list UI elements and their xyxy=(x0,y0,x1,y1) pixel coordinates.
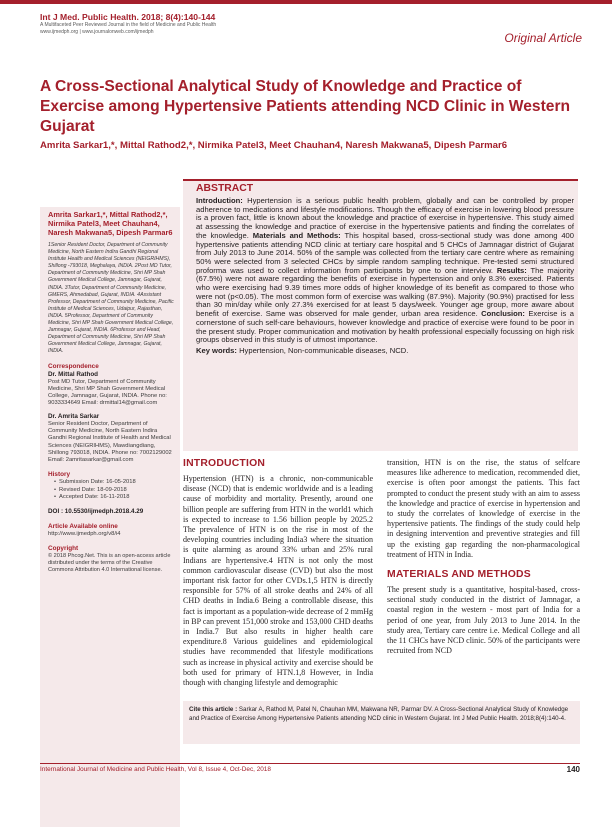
left-column xyxy=(183,458,373,688)
copyright-text: © 2018 Phcog.Net. This is an open-access article distributed under the terms of the Creative Commons Attribution 4.0 International license. xyxy=(48,553,171,574)
keywords-label: Key words: xyxy=(196,345,237,355)
top-accent-bar xyxy=(0,0,612,4)
intro-label: Introduction: xyxy=(196,196,243,205)
results-label: Results: xyxy=(496,265,527,275)
article-type-label: Original Article xyxy=(504,31,582,45)
history-item: • Revised Date: 18-09-2018 xyxy=(54,487,176,495)
footer-journal: International Journal of Medicine and Public Health, Vol 8, Issue 4, Oct-Dec, 2018 xyxy=(40,766,271,773)
sidebar-affiliations: 1Senior Resident Doctor, Department of Community Medicine, North Eastern Indira Gandhi Regional Institute Health and Medical Sciences (NEIGRIHMS), Shillong -793018, Meghalaya, INDIA. 2Post MD Tutor, Department of Community Medicine, Shri MP Shah Government Medical College, Jamnagar, Gujarat, INDIA. 3Tutor, Department of Community Medicine, GMERS, Ahmedabad, Gujarat, INDIA. 4Assistant Professor, Department of Community Medicine, Pacific Institute of Medical Sciences, Udaipur, Rajasthan, INDIA. 5Professor, Department of Community Medicine, Shri MP Shah Government Medical College, Jamnagar, Gujarat, INDIA. 6Professor and Head, Department of Community Medicine, Shri MP Shah Government Medical College, Jamnagar, Gujarat, INDIA. xyxy=(48,242,174,355)
methods-text: This hospital based, cross-sectional study was done among 400 hypertensive patients attending NCD clinic at tertiary care hospital and 5 CHCs of Jamnagar district of Gujarat from July 2013 to June 2014. 50% of the sample was collected from the tertiary care centre where as remaining 50% were selected from 3 selected CHCs by simple random sampling technique. Pre-tested semi structured proforma was used to collect information from participants by one to one interview. xyxy=(196,230,574,275)
doi: DOI : 10.5530/ijmedph.2018.4.29 xyxy=(48,507,144,515)
sidebar-authors: Amrita Sarkar1,*, Mittal Rathod2,*, Nirmika Patel3, Meet Chauhan4, Naresh Makwana5, Dipesh Parmar6 xyxy=(48,210,173,237)
cite-label: Cite this article : xyxy=(189,706,238,713)
abstract-content xyxy=(196,183,574,355)
sidebar-content xyxy=(48,210,176,574)
cite-this-article xyxy=(189,705,575,723)
conclusion-text: Exercise is a cornerstone of such self-care behaviours, however knowledge and practice of exercise were found to be poor in the present study. Proper communication and motivation by health professional especially focussing on high risk groups observed in this study is of utmost importance. xyxy=(196,309,574,345)
author-list: Amrita Sarkar1,*, Mittal Rathod2,*, Nirmika Patel3, Meet Chauhan4, Naresh Makwana5, Dipesh Parmar6 xyxy=(40,140,508,151)
correspondent-1-details: Post MD Tutor, Department of Community Medicine, Shri MP Shah Government Medical College, Jamnagar, Gujarat, INDIA. Phone no: 9033334649 Email: drmittal14@gmail.com xyxy=(48,378,167,407)
correspondence-heading: Correspondence xyxy=(48,362,99,370)
intro-text: Hypertension is a serious public health problem, globally and can be controlled by proper adherence to medications and lifestyle modifications. Though the efficacy of exercise in lowering blood pressure is a proven fact, little is known about the knowledge and practice of exercise in hypertensive. This study aimed at assessing the knowledge and practice of exercise in the hypertensive patients and finding the correlates of the knowledge. xyxy=(196,196,574,240)
online-url[interactable]: http://www.ijmedph.org/v8/i4 xyxy=(48,530,121,537)
journal-header xyxy=(40,12,420,35)
history-item: • Submission Date: 16-05-2018 xyxy=(54,479,176,487)
journal-subtitle: A Multifaceted Peer Reviewed Journal in the field of Medicine and Public Health xyxy=(40,22,217,28)
journal-citation: Int J Med. Public Health. 2018; 8(4):140-144 xyxy=(40,12,216,22)
methods-label: Materials and Methods: xyxy=(252,230,341,240)
right-column xyxy=(387,458,580,656)
correspondent-1-name: Dr. Mittal Rathod xyxy=(48,370,99,378)
history-heading: History xyxy=(48,471,71,479)
history-list xyxy=(48,479,176,502)
article-title: A Cross-Sectional Analytical Study of Knowledge and Practice of Exercise among Hypertensive Patients attending NCD Clinic in Western Gujarat xyxy=(40,78,571,135)
keywords-text: Hypertension, Non-communicable diseases, NCD. xyxy=(239,345,409,355)
keywords-line xyxy=(196,346,574,355)
correspondent-2-name: Dr. Amrita Sarkar xyxy=(48,412,100,420)
methods-text: The present study is a quantitative, hospital-based, cross-sectional study conducted in the district of Jamnagar, a coastal region in the western - most part of India for a period of one year, from July 2013 to June 2014. In the study area, Tertiary care centre i.e. Medical College and all the 11 CHCs have NCD clinic. 50% of the participants were recruited from NCD xyxy=(387,585,580,656)
abstract-heading: ABSTRACT xyxy=(196,183,254,194)
online-heading: Article Available online xyxy=(48,522,118,530)
journal-urls[interactable]: www.ijmedph.org | www.journalonweb.com/ijmedph xyxy=(40,28,154,35)
abstract-body xyxy=(196,197,574,345)
introduction-heading: INTRODUCTION xyxy=(183,458,266,469)
page-number: 140 xyxy=(566,765,580,774)
cite-text: Sarkar A, Rathod M, Patel N, Chauhan MM, Makwana NR, Parmar DV. A Cross-Sectional Analytical Study of Knowledge and Practice of Exercise Among Hypertensive Patients attending NCD clinic in Western Gujarat. Int J Med Public Health. 2018;8(4):140-4. xyxy=(189,706,569,722)
conclusion-label: Conclusion: xyxy=(481,309,525,319)
copyright-heading: Copyright xyxy=(48,545,79,553)
introduction-text-continued: transition, HTN is on the rise, the status of selfcare measures like adherence to medication, recommended diet, exercise is often poor amongst the patients. This fact prompted to conduct the present study with an aim to assess the knowledge and practice of exercise in hypertension and to study the correlates of knowledge of exercise in the hypertensive patients. The findings of the study could help in designing intervention and preventive strategies and fill up the existing gap regarding the non-pharmacological treatment of HTN in India. xyxy=(387,458,580,559)
introduction-text: Hypertension (HTN) is a chronic, non-communicable disease (NCD) that is endemic worldwide and is a leading cause of morbidity and mortality. Presently, around one billion people are suffering from HTN in the world1 which is expected to increase to 1.56 billion people by 2025.2 The prevalence of HTN is on the rise in most of the developing countries including India3 where the situation is quite alarming as around 33% urban and 25% rural Indians are hypertensive.4 HTN is not only the most common cardiovascular disease (CVD) but also the most important risk factor for other CVDs.1,5 HTN is directly responsible for 57% of all stroke deaths and 24% of all CHD deaths in India.6 Being a controllable disease, this fact is important as a population-wide decrease of 2 mmHg in BP can prevent 151,000 stroke and 153,000 CHD deaths in India.7 But also results in higher health care expenditure.8 Various guidelines and epidemiological studies have recommended that lifestyle modifications such as increase in physical activity and exercise should be both used for primary of HTN.1,8 However, in India though with changing lifestyle and demographic xyxy=(183,474,373,688)
footer-divider xyxy=(40,763,580,764)
results-text: The majority (67.5%) were not aware regarding the benefits of exercise in hypertension and only 8.3% exercised. Patients who were exercising had 9.39 times more odds of higher knowledge of its benefit as compared to those who were not (p<0.05). The most common form of exercise was walking (87.9%). Majority (90.9%) practised for less than 30 min/day while only 27.3% exercised for at least 5 days/week. Younger age group, more aware about benefit of exercise. Same was observed for male gender, urban area residence. xyxy=(196,265,574,319)
correspondent-2-details: Senior Resident Doctor, Department of Community Medicine, North Eastern Indira Gandhi Regional Institute of Health and Medical Sciences (NEIGRIHMS), Mawdiangdiang, Shillong 793018, INDIA. Phone no: 7002129002 Email: 2amritasarkar@gmail.com xyxy=(48,420,172,464)
methods-heading: MATERIALS AND METHODS xyxy=(387,569,531,581)
history-item: • Accepted Date: 16-11-2018 xyxy=(54,494,176,502)
